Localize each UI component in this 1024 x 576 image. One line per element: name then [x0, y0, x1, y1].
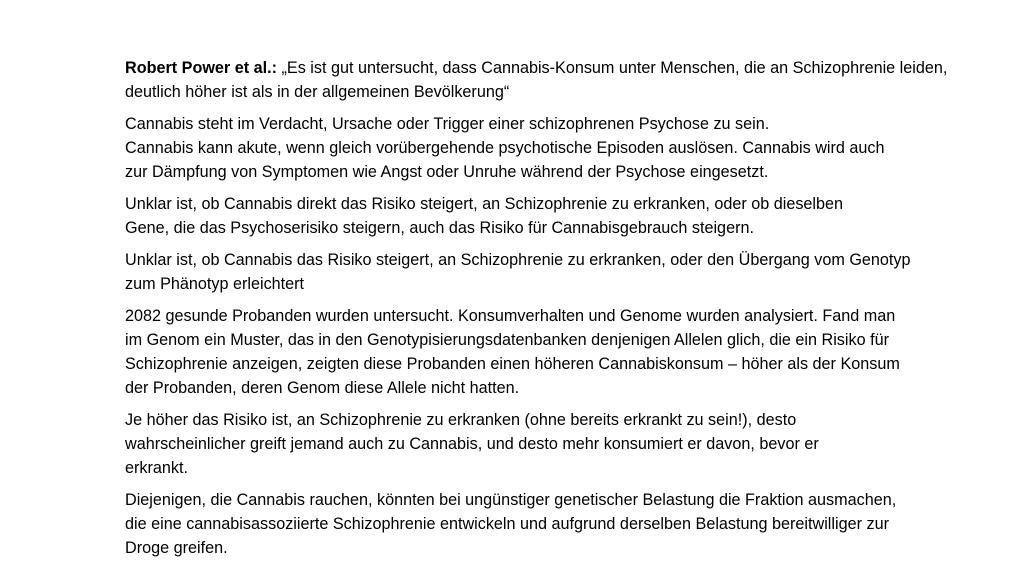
text-line: Cannabis kann akute, wenn gleich vorübergehende psychotische Episoden auslösen. Cannabis wird auch — [125, 139, 885, 157]
text-line: im Genom ein Muster, das in den Genotypisierungsdatenbanken denjenigen Allelen glich, die ein Risiko für — [125, 331, 889, 349]
text-line: Schizophrenie anzeigen, zeigten diese Probanden einen höheren Cannabiskonsum – höher als der Konsum — [125, 355, 900, 373]
text-line: Diejenigen, die Cannabis rauchen, könnten bei ungünstiger genetischer Belastung die Fraktion ausmachen, — [125, 491, 897, 509]
text-line: Unklar ist, ob Cannabis das Risiko steigert, an Schizophrenie zu erkranken, oder den Übergang vom Genotyp — [125, 251, 911, 269]
text-line: Unklar ist, ob Cannabis direkt das Risiko steigert, an Schizophrenie zu erkranken, oder ob dieselben — [125, 195, 844, 213]
text-line: Droge greifen. — [125, 539, 228, 557]
text-line: Je höher das Risiko ist, an Schizophrenie zu erkranken (ohne bereits erkrankt zu sein!), desto — [125, 411, 797, 429]
paragraph-unclear-genes — [125, 192, 1010, 240]
paragraph-risk — [125, 408, 1010, 480]
text-line: deutlich höher ist als in der allgemeinen Bevölkerung“ — [125, 83, 510, 101]
paragraph-conclusion — [125, 488, 1010, 560]
text-line — [125, 56, 1010, 80]
text-line: 2082 gesunde Probanden wurden untersucht. Konsumverhalten und Genome wurden analysiert. Fand man — [125, 307, 896, 325]
paragraph-quote — [125, 56, 1010, 104]
paragraph-unclear-genotype — [125, 248, 1010, 296]
text-line: die eine cannabisassoziierte Schizophrenie entwickeln und aufgrund derselben Belastung bereitwilliger zur — [125, 515, 889, 533]
paragraph-study — [125, 304, 1010, 400]
paragraph-suspicion — [125, 112, 1010, 184]
text-line: der Probanden, deren Genom diese Allele nicht hatten. — [125, 379, 520, 397]
text-line: zur Dämpfung von Symptomen wie Angst oder Unruhe während der Psychose eingesetzt. — [125, 163, 769, 181]
quote-text: „Es ist gut untersucht, dass Cannabis-Konsum unter Menschen, die an Schizophrenie leiden, — [277, 59, 948, 77]
text-line: wahrscheinlicher greift jemand auch zu Cannabis, und desto mehr konsumiert er davon, bevor er — [125, 435, 819, 453]
text-line: zum Phänotyp erleichtert — [125, 275, 305, 293]
quote-author: Robert Power et al.: — [125, 59, 278, 77]
text-line: erkrankt. — [125, 459, 188, 477]
text-line: Cannabis steht im Verdacht, Ursache oder Trigger einer schizophrenen Psychose zu sein. — [125, 115, 770, 133]
text-line: Gene, die das Psychoserisiko steigern, auch das Risiko für Cannabisgebrauch steigern. — [125, 219, 754, 237]
slide-body — [125, 56, 1010, 568]
